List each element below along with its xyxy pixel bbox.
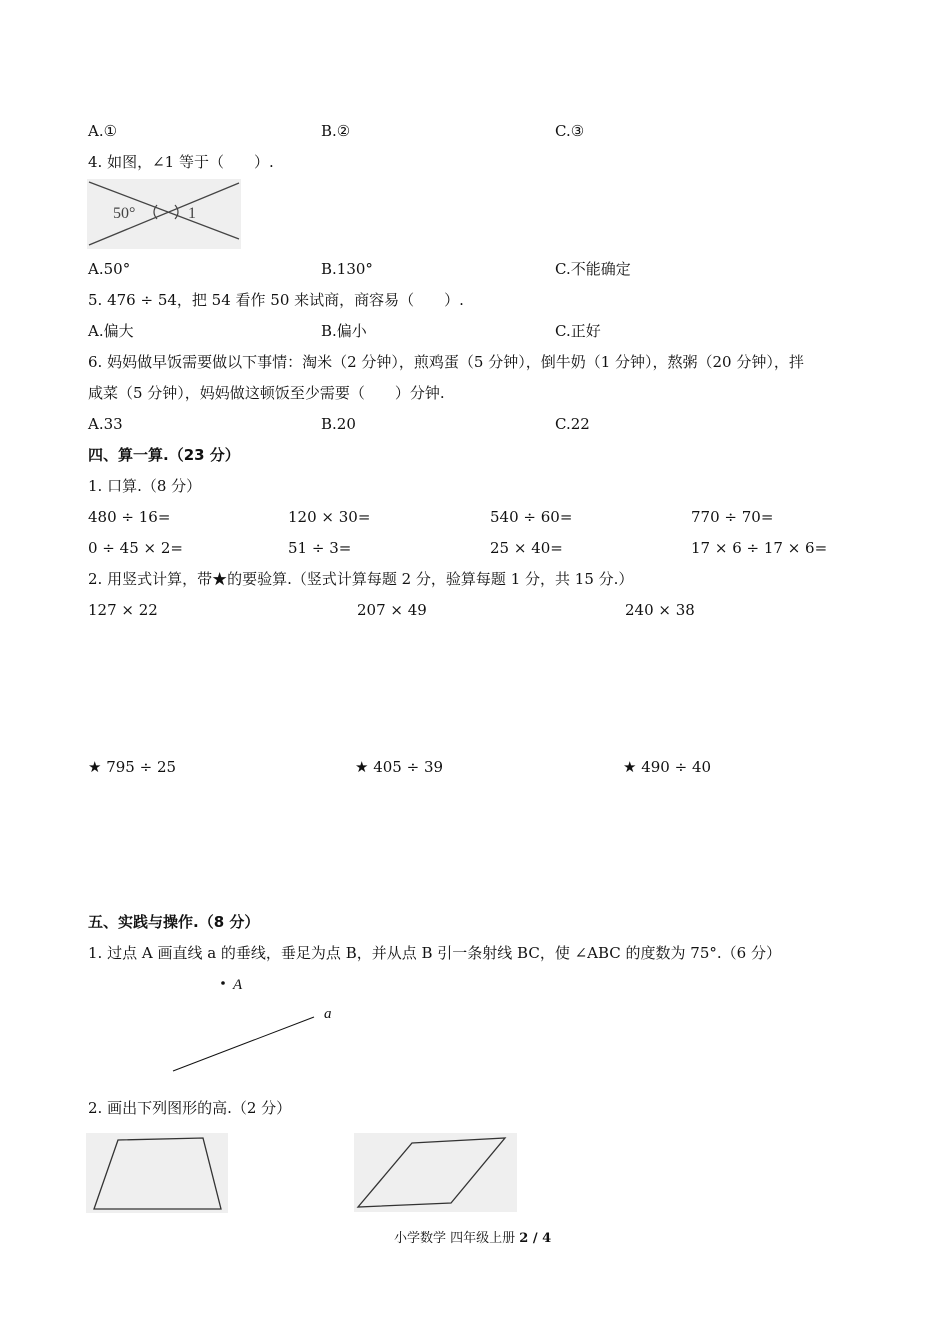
q3-option-c: C.③	[555, 122, 585, 140]
q6-option-c: C.22	[555, 415, 590, 433]
q5-option-a: A.偏大	[88, 322, 134, 340]
parallelogram-figure	[354, 1133, 517, 1212]
trapezoid-figure	[86, 1133, 228, 1213]
oral-calc-3: 540 ÷ 60=	[490, 508, 573, 526]
q4-option-a: A.50°	[88, 260, 131, 278]
angle-50-label: 50°	[113, 205, 136, 222]
q5-question: 5. 476 ÷ 54，把 54 看作 50 来试商，商容易（ ）.	[88, 291, 464, 309]
section4-title: 四、算一算.（23 分）	[88, 446, 240, 464]
vertical-calc-2: 207 × 49	[357, 601, 427, 619]
q4-angle-figure	[87, 179, 241, 249]
point-a-dot	[221, 981, 225, 985]
line-a	[173, 1017, 314, 1071]
vertical-calc-3: 240 × 38	[625, 601, 695, 619]
q4-question: 4. 如图，∠1 等于（ ）.	[88, 153, 274, 171]
point-and-line-figure	[160, 970, 360, 1080]
q4-option-c: C.不能确定	[555, 260, 631, 278]
q6-option-b: B.20	[321, 415, 356, 433]
crossing-lines-figure	[87, 179, 241, 249]
vertical-calc-1: 127 × 22	[88, 601, 158, 619]
q3-option-a: A.①	[88, 122, 118, 140]
oral-calc-8: 17 × 6 ÷ 17 × 6=	[691, 539, 828, 557]
footer-subject: 小学数学 四年级上册	[394, 1231, 516, 1246]
section5-title: 五、实践与操作.（8 分）	[88, 913, 260, 931]
q6-question-line2: 咸菜（5 分钟），妈妈做这顿饭至少需要（ ）分钟.	[88, 384, 445, 402]
q5-option-b: B.偏小	[321, 322, 367, 340]
section5-q2: 2. 画出下列图形的高.（2 分）	[88, 1099, 292, 1117]
q6-option-a: A.33	[88, 415, 123, 433]
q3-option-b: B.②	[321, 122, 351, 140]
oral-calc-2: 120 × 30=	[288, 508, 371, 526]
vertical-calc-6: ★ 490 ÷ 40	[623, 758, 712, 776]
section4-sub1: 1. 口算.（8 分）	[88, 477, 202, 495]
oral-calc-5: 0 ÷ 45 × 2=	[88, 539, 183, 557]
footer-page-number: 2 / 4	[519, 1231, 552, 1246]
parallelogram-shape	[354, 1133, 517, 1212]
q5-option-c: C.正好	[555, 322, 601, 340]
oral-calc-4: 770 ÷ 70=	[691, 508, 774, 526]
oral-calc-6: 51 ÷ 3=	[288, 539, 352, 557]
q6-question-line1: 6. 妈妈做早饭需要做以下事情：淘米（2 分钟），煎鸡蛋（5 分钟），倒牛奶（1 分钟），熬粥（20 分钟），拌	[88, 353, 804, 371]
q4-option-b: B.130°	[321, 260, 373, 278]
oral-calc-7: 25 × 40=	[490, 539, 563, 557]
vertical-calc-5: ★ 405 ÷ 39	[355, 758, 444, 776]
angle-1-label: 1	[188, 205, 196, 222]
page-footer	[394, 1229, 551, 1249]
section4-sub2: 2. 用竖式计算，带★的要验算.（竖式计算每题 2 分，验算每题 1 分，共 15 分.）	[88, 570, 634, 588]
point-a-label: A	[233, 977, 243, 993]
oral-calc-1: 480 ÷ 16=	[88, 508, 171, 526]
line-a-label: a	[324, 1006, 332, 1022]
section5-q1: 1. 过点 A 画直线 a 的垂线，垂足为点 B，并从点 B 引一条射线 BC，使 ∠ABC 的度数为 75°.（6 分）	[88, 944, 781, 962]
trapezoid-shape	[86, 1133, 228, 1213]
vertical-calc-4: ★ 795 ÷ 25	[88, 758, 177, 776]
